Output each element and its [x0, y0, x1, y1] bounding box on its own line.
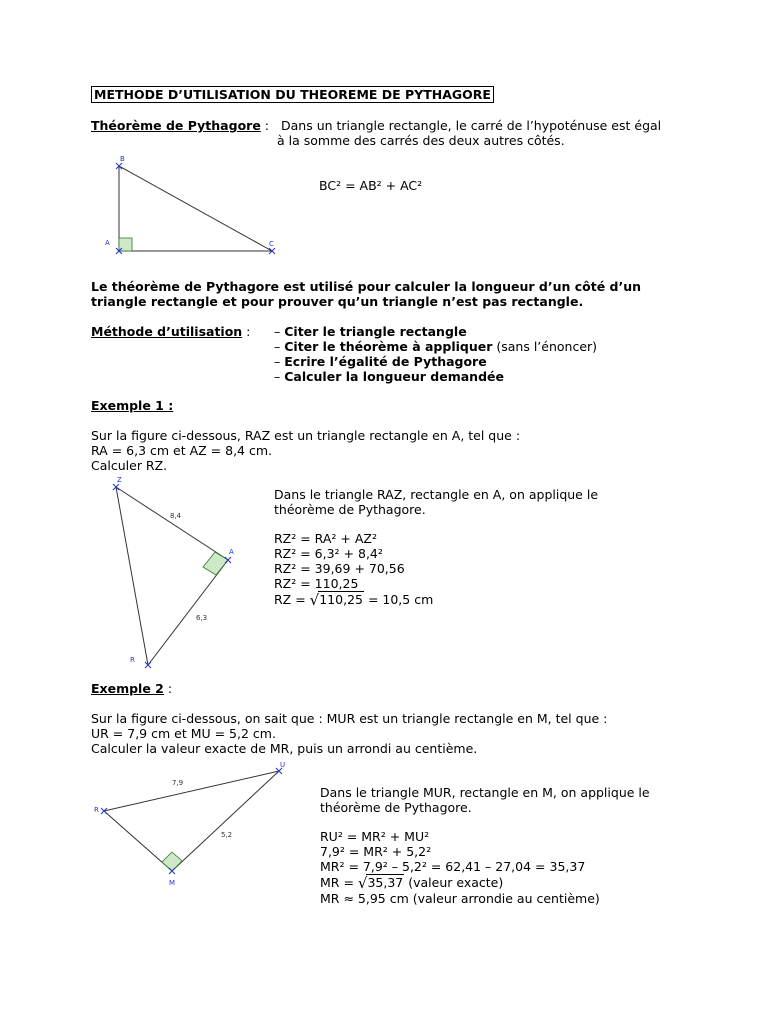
example-1-statement-2: RA = 6,3 cm et AZ = 8,4 cm. — [91, 443, 272, 458]
example-1-heading: Exemple 1 : — [91, 398, 174, 413]
example-2-equation-2: 7,9² = MR² + 5,2² — [320, 844, 432, 859]
example-1-equation-1: RZ² = RA² + AZ² — [274, 531, 377, 546]
length-ru-label: 7,9 — [172, 779, 184, 787]
method-step-1: – Citer le triangle rectangle — [274, 324, 467, 339]
side-um — [172, 771, 279, 871]
side-zr — [116, 487, 148, 665]
side-ar — [148, 560, 228, 665]
usage-line-2: triangle rectangle et pour prouver qu’un triangle n’est pas rectangle. — [91, 294, 584, 309]
example-1-equation-5: RZ = √110,25 = 10,5 cm — [274, 591, 434, 609]
label-z: Z — [117, 476, 122, 484]
method-label: Méthode d’utilisation — [91, 324, 243, 339]
example-2-equation-3: MR² = 7,9² – 5,2² = 62,41 – 27,04 = 35,37 — [320, 859, 586, 874]
label-a: A — [105, 239, 110, 247]
example-2-solution-1: Dans le triangle MUR, rectangle en M, on applique le — [320, 785, 650, 800]
label-m: M — [169, 879, 176, 887]
usage-line-1: Le théorème de Pythagore est utilisé pour calculer la longueur d’un côté d’un — [91, 279, 642, 294]
side-za — [116, 487, 228, 560]
example-1-statement-3: Calculer RZ. — [91, 458, 168, 473]
example-2-equation-5: MR ≈ 5,95 cm (valeur arrondie au centième) — [320, 891, 600, 906]
method-step-3: – Ecrire l’égalité de Pythagore — [274, 354, 487, 369]
label-c: C — [269, 240, 274, 248]
square-root: √35,37 — [357, 874, 404, 892]
side-ru — [104, 771, 279, 811]
example-2-equation-4: MR = √35,37 (valeur exacte) — [320, 874, 504, 892]
example-2-heading: Exemple 2 : — [91, 681, 173, 696]
example-1-solution-2: théorème de Pythagore. — [274, 502, 426, 517]
example-2-statement-1: Sur la figure ci-dessous, on sait que : MUR est un triangle rectangle en M, tel que : — [91, 711, 608, 726]
label-b: B — [120, 155, 125, 163]
example-1-equation-2: RZ² = 6,3² + 8,4² — [274, 546, 383, 561]
triangle-mur-figure — [90, 757, 300, 892]
example-2-statement-2: UR = 7,9 cm et MU = 5,2 cm. — [91, 726, 276, 741]
length-az-label: 8,4 — [170, 512, 182, 520]
theorem-formula: BC² = AB² + AC² — [319, 178, 423, 193]
method-step-4: – Calculer la longueur demandée — [274, 369, 504, 384]
label-r: R — [94, 806, 99, 814]
label-a: A — [229, 548, 234, 556]
length-mu-label: 5,2 — [221, 831, 233, 839]
example-1-equation-4: RZ² = 110,25 — [274, 576, 359, 591]
example-2-statement-3: Calculer la valeur exacte de MR, puis un arrondi au centième. — [91, 741, 478, 756]
right-angle-marker — [203, 552, 228, 575]
method-heading: Méthode d’utilisation : — [91, 324, 251, 339]
theorem-statement: Théorème de Pythagore : — [91, 118, 269, 133]
method-step-2: – Citer le théorème à appliquer (sans l’énoncer) — [274, 339, 598, 354]
triangle-raz-figure — [100, 472, 250, 672]
label-r: R — [130, 656, 135, 664]
theorem-line-2: à la somme des carrés des deux autres côtés. — [277, 133, 565, 148]
theorem-line-1: Dans un triangle rectangle, le carré de l’hypoténuse est égal — [281, 118, 662, 133]
theorem-label: Théorème de Pythagore — [91, 118, 261, 133]
page-title: METHODE D’UTILISATION DU THEOREME DE PYTHAGORE — [91, 86, 494, 103]
example-1-equation-3: RZ² = 39,69 + 70,56 — [274, 561, 405, 576]
example-1-statement-1: Sur la figure ci-dessous, RAZ est un triangle rectangle en A, tel que : — [91, 428, 521, 443]
square-root: √110,25 — [309, 591, 363, 609]
example-2-equation-1: RU² = MR² + MU² — [320, 829, 430, 844]
side-bc — [119, 166, 272, 251]
right-angle-marker — [162, 852, 182, 871]
triangle-abc-figure — [100, 150, 290, 260]
example-2-solution-2: théorème de Pythagore. — [320, 800, 472, 815]
label-u: U — [280, 761, 286, 769]
length-ra-label: 6,3 — [196, 614, 208, 622]
example-1-solution-1: Dans le triangle RAZ, rectangle en A, on applique le — [274, 487, 599, 502]
